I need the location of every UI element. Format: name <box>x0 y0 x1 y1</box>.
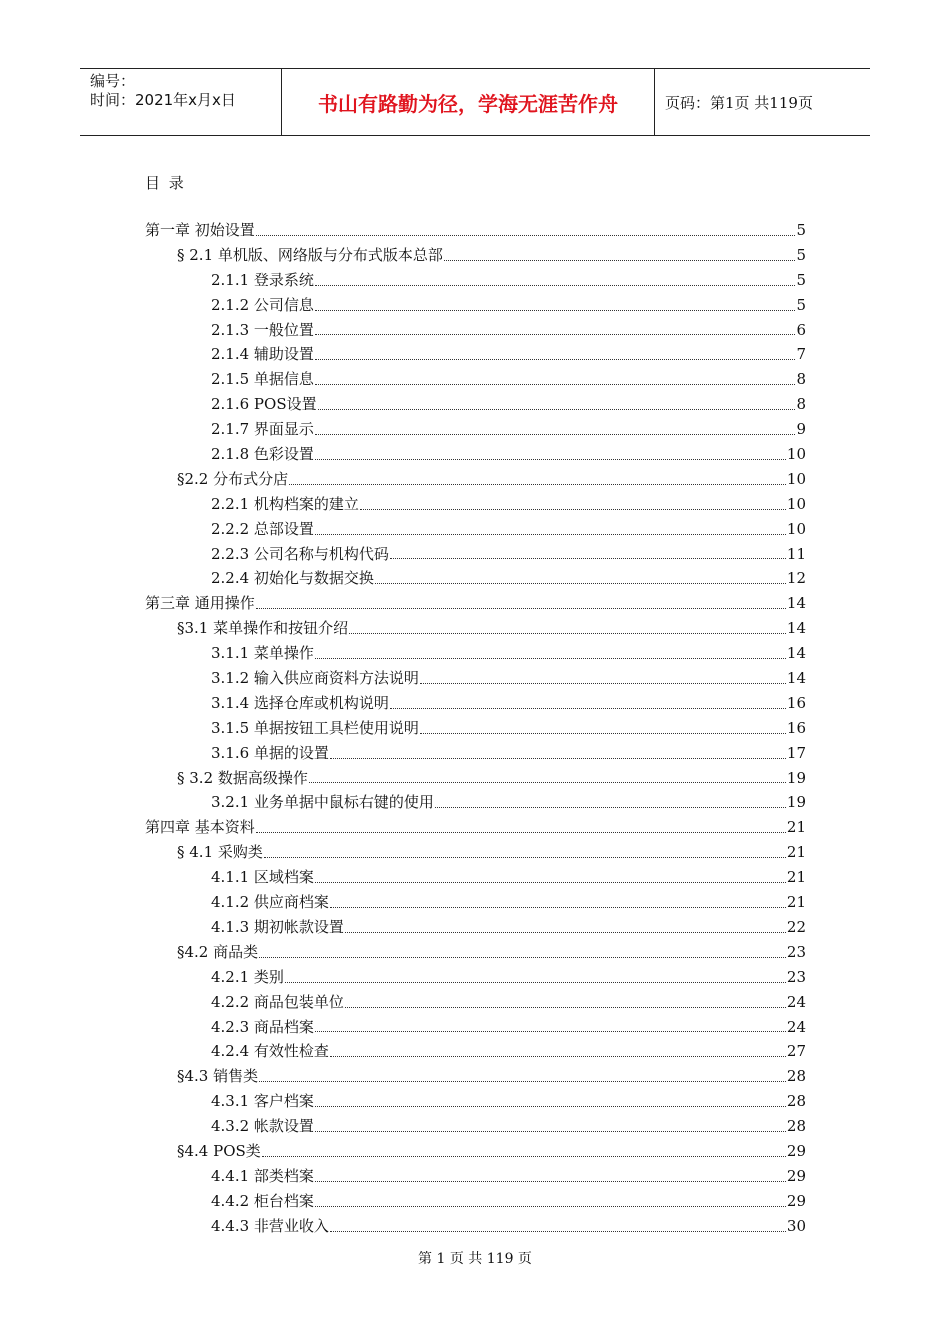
toc-leader-dots <box>256 608 786 609</box>
toc-leader-dots <box>330 907 786 908</box>
toc-entry-page: 9 <box>796 420 806 439</box>
toc-entry-page: 29 <box>786 1191 806 1210</box>
toc-leader-dots <box>315 384 796 385</box>
toc-leader-dots <box>264 857 786 858</box>
toc-leader-dots <box>315 310 796 311</box>
toc-leader-dots <box>315 534 786 535</box>
toc-entry-title: 4.4.2 柜台档案 <box>211 1191 314 1210</box>
toc-entry[interactable] <box>145 666 806 691</box>
toc-leader-dots <box>315 658 786 659</box>
toc-entry-title: 第四章 基本资料 <box>145 818 255 837</box>
toc-leader-dots <box>318 409 796 410</box>
toc-entry[interactable] <box>145 243 806 268</box>
toc-leader-dots <box>256 235 796 236</box>
toc-entry[interactable] <box>145 517 806 542</box>
toc-entry[interactable] <box>145 1089 806 1114</box>
toc-entry-page: 16 <box>786 718 806 737</box>
toc-entry-title: 2.1.8 色彩设置 <box>211 445 314 464</box>
toc-entry-title: 4.4.3 非营业收入 <box>211 1216 329 1235</box>
toc-leader-dots <box>420 683 786 684</box>
toc-entry-title: 2.1.5 单据信息 <box>211 370 314 389</box>
toc-entry-page: 30 <box>786 1216 806 1235</box>
toc-leader-dots <box>256 832 786 833</box>
toc-entry-title: 2.2.1 机构档案的建立 <box>211 494 359 513</box>
toc-leader-dots <box>360 509 786 510</box>
toc-entry[interactable] <box>145 840 806 865</box>
toc-entry[interactable] <box>145 940 806 965</box>
header-meta <box>80 69 282 135</box>
toc-entry-page: 5 <box>796 221 806 239</box>
toc-entry-title: 第一章 初始设置 <box>145 221 255 239</box>
table-of-contents <box>145 218 806 1239</box>
toc-entry[interactable] <box>145 1139 806 1164</box>
toc-entry-page: 16 <box>786 693 806 712</box>
toc-entry[interactable] <box>145 1189 806 1214</box>
toc-entry-title: 2.1.7 界面显示 <box>211 420 314 439</box>
toc-entry-page: 28 <box>786 1092 806 1111</box>
toc-entry-title: §3.1 菜单操作和按钮介绍 <box>177 619 349 638</box>
toc-leader-dots <box>315 1106 786 1107</box>
toc-entry-page: 28 <box>786 1117 806 1136</box>
toc-entry-title: 4.3.1 客户档案 <box>211 1092 314 1111</box>
toc-entry-title: 4.1.3 期初帐款设置 <box>211 917 344 936</box>
toc-entry-title: §4.4 POS类 <box>177 1141 261 1160</box>
toc-leader-dots <box>289 484 786 485</box>
document-date-label: 时间：2021年x月x日 <box>90 91 236 109</box>
toc-entry-title: 4.1.1 区域档案 <box>211 868 314 887</box>
toc-entry[interactable] <box>145 442 806 467</box>
toc-entry-page: 21 <box>786 893 806 912</box>
toc-entry[interactable] <box>145 865 806 890</box>
toc-entry-title: §2.2 分布式分店 <box>177 469 289 488</box>
toc-leader-dots <box>390 708 786 709</box>
toc-entry[interactable] <box>145 1064 806 1089</box>
toc-entry-title: 2.2.2 总部设置 <box>211 519 314 538</box>
toc-entry-page: 19 <box>786 793 806 812</box>
toc-entry[interactable] <box>145 716 806 741</box>
toc-entry-page: 22 <box>786 917 806 936</box>
toc-entry-page: 6 <box>796 320 806 339</box>
toc-entry-title: 3.1.4 选择仓库或机构说明 <box>211 693 389 712</box>
toc-entry[interactable] <box>145 268 806 293</box>
toc-entry-title: 3.1.1 菜单操作 <box>211 644 314 663</box>
toc-leader-dots <box>315 434 796 435</box>
toc-entry[interactable] <box>145 815 806 840</box>
toc-entry[interactable] <box>145 542 806 567</box>
toc-entry[interactable] <box>145 1114 806 1139</box>
toc-entry[interactable] <box>145 367 806 392</box>
toc-entry[interactable] <box>145 342 806 367</box>
toc-entry[interactable] <box>145 890 806 915</box>
toc-entry[interactable] <box>145 566 806 591</box>
toc-entry-page: 28 <box>786 1067 806 1086</box>
toc-entry-title: 3.1.2 输入供应商资料方法说明 <box>211 669 419 688</box>
toc-entry-title: 2.1.3 一般位置 <box>211 320 314 339</box>
toc-entry[interactable] <box>145 641 806 666</box>
toc-entry[interactable] <box>145 492 806 517</box>
page-footer: 第 1 页 共 119 页 <box>418 1251 532 1267</box>
toc-entry[interactable] <box>145 417 806 442</box>
toc-entry-page: 8 <box>796 395 806 414</box>
toc-entry-page: 29 <box>786 1141 806 1160</box>
toc-entry-title: 4.2.2 商品包装单位 <box>211 992 344 1011</box>
toc-entry-title: 3.2.1 业务单据中鼠标右键的使用 <box>211 793 434 812</box>
toc-leader-dots <box>315 1206 786 1207</box>
toc-entry-title: 2.1.6 POS设置 <box>211 395 317 414</box>
toc-entry-title: §4.3 销售类 <box>177 1067 259 1086</box>
toc-entry[interactable] <box>145 965 806 990</box>
toc-entry-title: 4.2.3 商品档案 <box>211 1017 314 1036</box>
toc-leader-dots <box>345 1007 786 1008</box>
toc-entry[interactable] <box>145 790 806 815</box>
toc-entry[interactable] <box>145 766 806 791</box>
header-motto: 书山有路勤为径，学海无涯苦作舟 <box>282 69 655 135</box>
toc-entry-page: 12 <box>786 569 806 588</box>
toc-leader-dots <box>330 1231 786 1232</box>
toc-title: 目 录 <box>145 174 186 192</box>
toc-entry[interactable] <box>145 616 806 641</box>
toc-leader-dots <box>315 882 786 883</box>
toc-leader-dots <box>315 1031 786 1032</box>
toc-entry-title: 2.1.1 登录系统 <box>211 270 314 289</box>
toc-leader-dots <box>420 733 786 734</box>
toc-entry-page: 5 <box>796 295 806 314</box>
toc-entry-page: 5 <box>796 270 806 289</box>
toc-entry[interactable] <box>145 591 806 616</box>
toc-entry-title: 第三章 通用操作 <box>145 594 255 613</box>
toc-entry-page: 14 <box>786 619 806 638</box>
document-number-label: 编号： <box>90 72 136 90</box>
toc-entry-title: 3.1.6 单据的设置 <box>211 743 329 762</box>
toc-entry-title: 3.1.5 单据按钮工具栏使用说明 <box>211 718 419 737</box>
header-page-number: 页码：第1页 共119页 <box>665 93 813 112</box>
toc-leader-dots <box>330 758 786 759</box>
toc-entry[interactable] <box>145 691 806 716</box>
toc-entry-page: 21 <box>786 818 806 837</box>
toc-leader-dots <box>375 583 786 584</box>
toc-entry[interactable] <box>145 1214 806 1239</box>
toc-leader-dots <box>262 1156 786 1157</box>
toc-entry-title: § 3.2 数据高级操作 <box>177 768 308 787</box>
toc-leader-dots <box>309 782 786 783</box>
toc-entry-page: 14 <box>786 594 806 613</box>
toc-leader-dots <box>345 932 786 933</box>
toc-entry[interactable] <box>145 741 806 766</box>
toc-leader-dots <box>315 285 796 286</box>
toc-entry-page: 10 <box>786 469 806 488</box>
toc-entry[interactable] <box>145 318 806 343</box>
toc-entry-page: 14 <box>786 644 806 663</box>
toc-entry-page: 10 <box>786 519 806 538</box>
toc-leader-dots <box>390 558 786 559</box>
toc-entry[interactable] <box>145 392 806 417</box>
toc-leader-dots <box>315 1181 786 1182</box>
toc-leader-dots <box>315 334 796 335</box>
toc-entry-title: 2.1.2 公司信息 <box>211 295 314 314</box>
toc-entry-title: 2.2.4 初始化与数据交换 <box>211 569 374 588</box>
toc-leader-dots <box>285 982 786 983</box>
toc-entry[interactable] <box>145 990 806 1015</box>
toc-entry-page: 14 <box>786 669 806 688</box>
toc-entry-page: 10 <box>786 494 806 513</box>
toc-leader-dots <box>444 260 796 261</box>
toc-entry-page: 17 <box>786 743 806 762</box>
toc-leader-dots <box>315 1131 786 1132</box>
toc-entry[interactable] <box>145 1039 806 1064</box>
toc-leader-dots <box>435 807 786 808</box>
toc-entry[interactable] <box>145 1015 806 1040</box>
toc-leader-dots <box>315 359 796 360</box>
toc-entry-page: 27 <box>786 1042 806 1061</box>
toc-entry-title: 4.1.2 供应商档案 <box>211 893 329 912</box>
toc-entry[interactable] <box>145 218 806 243</box>
toc-leader-dots <box>315 459 786 460</box>
toc-entry-page: 11 <box>786 544 806 563</box>
toc-entry-title: 4.4.1 部类档案 <box>211 1166 314 1185</box>
toc-entry[interactable] <box>145 1164 806 1189</box>
toc-entry-title: § 4.1 采购类 <box>177 843 263 862</box>
toc-entry-page: 23 <box>786 967 806 986</box>
toc-entry-page: 21 <box>786 843 806 862</box>
toc-entry-page: 5 <box>796 245 806 264</box>
toc-entry[interactable] <box>145 915 806 940</box>
toc-leader-dots <box>349 633 786 634</box>
toc-leader-dots <box>259 957 786 958</box>
toc-entry-page: 8 <box>796 370 806 389</box>
toc-entry-title: 4.2.1 类别 <box>211 967 284 986</box>
toc-leader-dots <box>259 1081 786 1082</box>
toc-entry-page: 10 <box>786 445 806 464</box>
toc-entry-page: 21 <box>786 868 806 887</box>
page-header <box>80 68 870 136</box>
toc-entry[interactable] <box>145 467 806 492</box>
toc-entry-title: 4.2.4 有效性检查 <box>211 1042 329 1061</box>
toc-entry-page: 7 <box>796 345 806 364</box>
toc-entry-page: 23 <box>786 942 806 961</box>
toc-entry-title: 4.3.2 帐款设置 <box>211 1117 314 1136</box>
toc-entry-page: 24 <box>786 1017 806 1036</box>
toc-entry-title: §4.2 商品类 <box>177 942 259 961</box>
toc-entry-title: § 2.1 单机版、网络版与分布式版本总部 <box>177 245 443 264</box>
toc-entry-title: 2.2.3 公司名称与机构代码 <box>211 544 389 563</box>
toc-entry-page: 29 <box>786 1166 806 1185</box>
toc-leader-dots <box>330 1056 786 1057</box>
toc-entry-title: 2.1.4 辅助设置 <box>211 345 314 364</box>
toc-entry-page: 19 <box>786 768 806 787</box>
toc-entry[interactable] <box>145 293 806 318</box>
toc-entry-page: 24 <box>786 992 806 1011</box>
